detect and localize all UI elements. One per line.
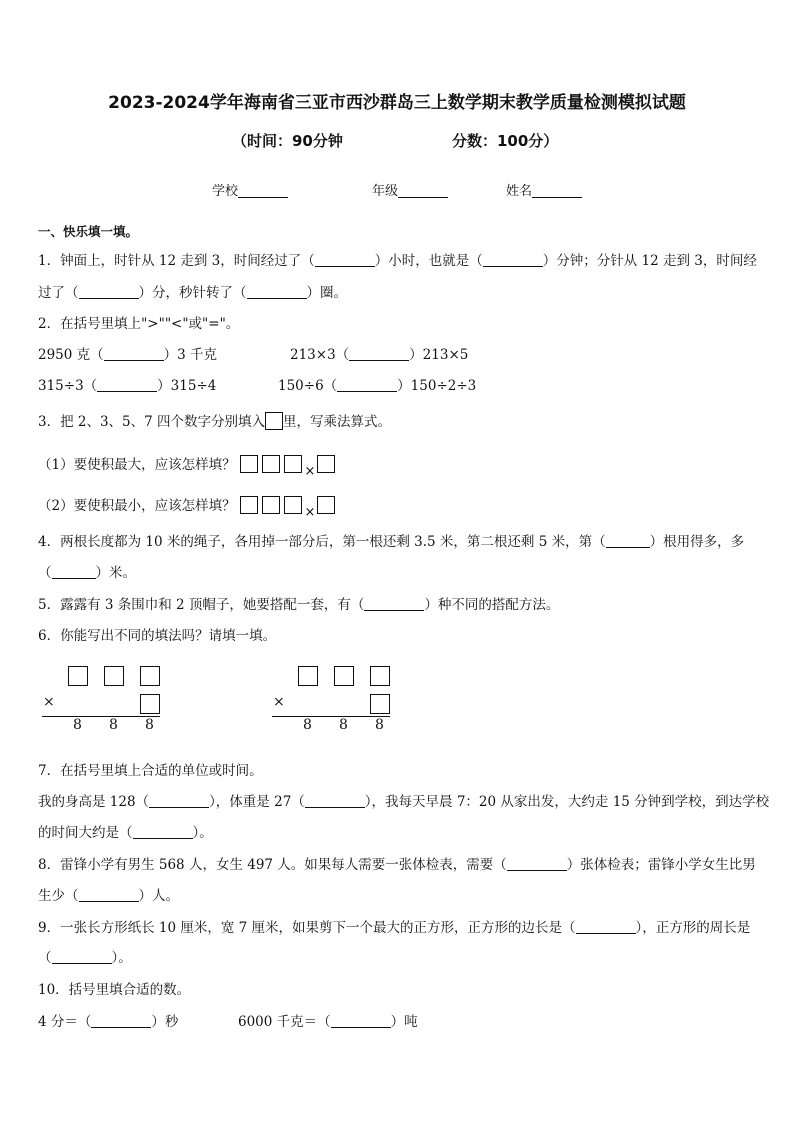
answer-blank[interactable] <box>79 887 139 902</box>
exam-time: （时间：90分钟 <box>232 132 343 150</box>
q8-line2 <box>38 884 179 904</box>
product-digit: 8 <box>375 717 384 733</box>
answer-blank[interactable] <box>349 346 409 361</box>
q2-text: 213×3（ <box>290 347 350 363</box>
q10-item <box>38 1010 178 1030</box>
answer-blank[interactable] <box>337 377 397 392</box>
name-blank[interactable] <box>532 183 582 198</box>
q4-line1 <box>38 530 744 550</box>
q10-text: ）吨 <box>390 1014 418 1030</box>
name-label: 姓名 <box>506 184 533 199</box>
digit-box[interactable] <box>370 666 390 686</box>
q1-line2 <box>38 281 347 301</box>
q1-text: ）分，秒针转了（ <box>138 285 247 301</box>
digit-box[interactable] <box>140 666 160 686</box>
answer-blank[interactable] <box>52 949 112 964</box>
q1-text: ）小时，也就是（ <box>374 253 483 269</box>
q2-prompt: 2．在括号里填上">""<"或"="。 <box>38 316 240 332</box>
answer-blank[interactable] <box>104 346 164 361</box>
q7-text: ）。 <box>192 825 213 841</box>
product-digit: 8 <box>73 717 82 733</box>
times-sign: × <box>43 694 55 710</box>
school-field[interactable] <box>212 180 288 199</box>
q3-prompt <box>38 410 391 430</box>
q5-line <box>38 593 559 613</box>
q2-item <box>290 343 468 363</box>
q4-text: ）米。 <box>95 565 136 581</box>
section-heading: 一、快乐填一填。 <box>38 224 139 239</box>
times-sign: × <box>273 694 285 710</box>
answer-blank[interactable] <box>364 596 424 611</box>
answer-box[interactable] <box>262 496 280 514</box>
answer-blank[interactable] <box>91 1013 151 1028</box>
exam-score: 分数：100分） <box>452 132 559 150</box>
product-digit: 8 <box>109 717 118 733</box>
q7-text: ），体重是 27（ <box>209 794 305 810</box>
q7-prompt: 7．在括号里填上合适的单位或时间。 <box>38 763 263 779</box>
answer-box[interactable] <box>240 455 258 473</box>
q3-sub2 <box>38 494 335 520</box>
answer-box[interactable] <box>284 496 302 514</box>
answer-blank[interactable] <box>576 919 636 934</box>
q2-text: 315÷3（ <box>38 378 98 394</box>
answer-blank[interactable] <box>247 284 307 299</box>
q3-sub1 <box>38 453 335 479</box>
q2-item <box>38 343 217 363</box>
answer-box[interactable] <box>240 496 258 514</box>
school-blank[interactable] <box>238 183 288 198</box>
product-digit: 8 <box>339 717 348 733</box>
times-sign: × <box>304 464 316 479</box>
q1-text: ）圈。 <box>306 285 347 301</box>
digit-box[interactable] <box>370 694 390 714</box>
q8-line1 <box>38 853 756 873</box>
q4-text: 4．两根长度都为 10 米的绳子，各用掉一部分后，第一根还剩 3.5 米，第二根还剩 5 米，第（ <box>38 534 606 550</box>
q2-text: ）315÷4 <box>157 378 217 394</box>
product-digit: 8 <box>303 717 312 733</box>
q3-text: 里，写乘法算式。 <box>283 414 392 430</box>
q3-text: 3．把 2、3、5、7 四个数字分别填入 <box>38 414 266 430</box>
answer-blank[interactable] <box>315 252 375 267</box>
q9-line2 <box>38 946 132 966</box>
school-label: 学校 <box>212 184 239 199</box>
q2-text: ）3 千克 <box>163 347 218 363</box>
q5-text: ）种不同的搭配方法。 <box>424 597 560 613</box>
answer-blank[interactable] <box>507 856 567 871</box>
q10-text: 4 分＝（ <box>38 1014 92 1030</box>
q7-line1 <box>38 790 769 810</box>
times-sign: × <box>304 505 316 520</box>
q2-text: 2950 克（ <box>38 347 104 363</box>
answer-blank[interactable] <box>133 824 193 839</box>
q8-text: 生少（ <box>38 888 79 904</box>
answer-box[interactable] <box>317 455 335 473</box>
blank-box <box>265 412 283 430</box>
digit-box[interactable] <box>298 666 318 686</box>
q5-text: 5．露露有 3 条围巾和 2 顶帽子，她要搭配一套，有（ <box>38 597 365 613</box>
q9-text: ），正方形的周长是 <box>635 920 751 936</box>
q3-text: （1）要使积最大，应该怎样填？ <box>38 457 236 473</box>
answer-blank[interactable] <box>305 793 365 808</box>
answer-blank[interactable] <box>79 284 139 299</box>
q1-text: ）分钟；分针从 12 走到 3，时间经 <box>542 253 757 269</box>
grade-label: 年级 <box>372 184 399 199</box>
q3-text: （2）要使积最小，应该怎样填？ <box>38 498 236 514</box>
q7-text: 我的身高是 128（ <box>38 794 150 810</box>
q4-text: ）根用得多，多 <box>649 534 745 550</box>
answer-box[interactable] <box>262 455 280 473</box>
q7-text: ），我每天早晨 7：20 从家出发，大约走 15 分钟到学校，到达学校 <box>364 794 770 810</box>
name-field[interactable] <box>506 180 582 199</box>
q8-text: 8．雷锋小学有男生 568 人，女生 497 人。如果每人需要一张体检表，需要（ <box>38 857 507 873</box>
product-digit: 8 <box>145 717 154 733</box>
digit-box[interactable] <box>68 666 88 686</box>
q4-line2 <box>38 561 136 581</box>
q2-text: ）213×5 <box>409 347 469 363</box>
grade-blank[interactable] <box>398 183 448 198</box>
answer-box[interactable] <box>317 496 335 514</box>
divider-line <box>42 716 160 717</box>
q7-line2 <box>38 821 213 841</box>
grade-field[interactable] <box>372 180 448 199</box>
q10-prompt: 10．括号里填合适的数。 <box>38 982 191 998</box>
q1-text: 过了（ <box>38 285 79 301</box>
q4-text: （ <box>38 565 52 581</box>
q2-text: ）150÷2÷3 <box>397 378 477 394</box>
digit-box[interactable] <box>140 694 160 714</box>
q8-text: ）人。 <box>138 888 179 904</box>
q2-text: 150÷6（ <box>278 378 338 394</box>
q9-text: （ <box>38 950 52 966</box>
digit-box[interactable] <box>104 666 124 686</box>
answer-blank[interactable] <box>52 564 96 579</box>
q9-text: 9．一张长方形纸长 10 厘米，宽 7 厘米，如果剪下一个最大的正方形，正方形的边长是（ <box>38 920 576 936</box>
q9-text: ）。 <box>111 950 132 966</box>
answer-blank[interactable] <box>149 793 209 808</box>
q2-item <box>38 374 216 394</box>
digit-box[interactable] <box>334 666 354 686</box>
q9-line1 <box>38 916 750 936</box>
q7-text: 的时间大约是（ <box>38 825 133 841</box>
answer-blank[interactable] <box>606 533 650 548</box>
answer-box[interactable] <box>284 455 302 473</box>
q1-line1 <box>38 249 757 269</box>
q2-item <box>278 374 476 394</box>
divider-line <box>272 716 390 717</box>
q8-text: ）张体检表；雷锋小学女生比男 <box>566 857 756 873</box>
q1-text: 1．钟面上，时针从 12 走到 3，时间经过了（ <box>38 253 315 269</box>
answer-blank[interactable] <box>331 1013 391 1028</box>
q6-prompt: 6．你能写出不同的填法吗？请填一填。 <box>38 628 277 644</box>
page-title: 2023-2024学年海南省三亚市西沙群岛三上数学期末教学质量检测模拟试题 <box>108 93 686 113</box>
answer-blank[interactable] <box>483 252 543 267</box>
q10-text: ）秒 <box>151 1014 179 1030</box>
answer-blank[interactable] <box>97 377 157 392</box>
q10-text: 6000 千克＝（ <box>238 1014 331 1030</box>
q10-item <box>238 1010 418 1030</box>
